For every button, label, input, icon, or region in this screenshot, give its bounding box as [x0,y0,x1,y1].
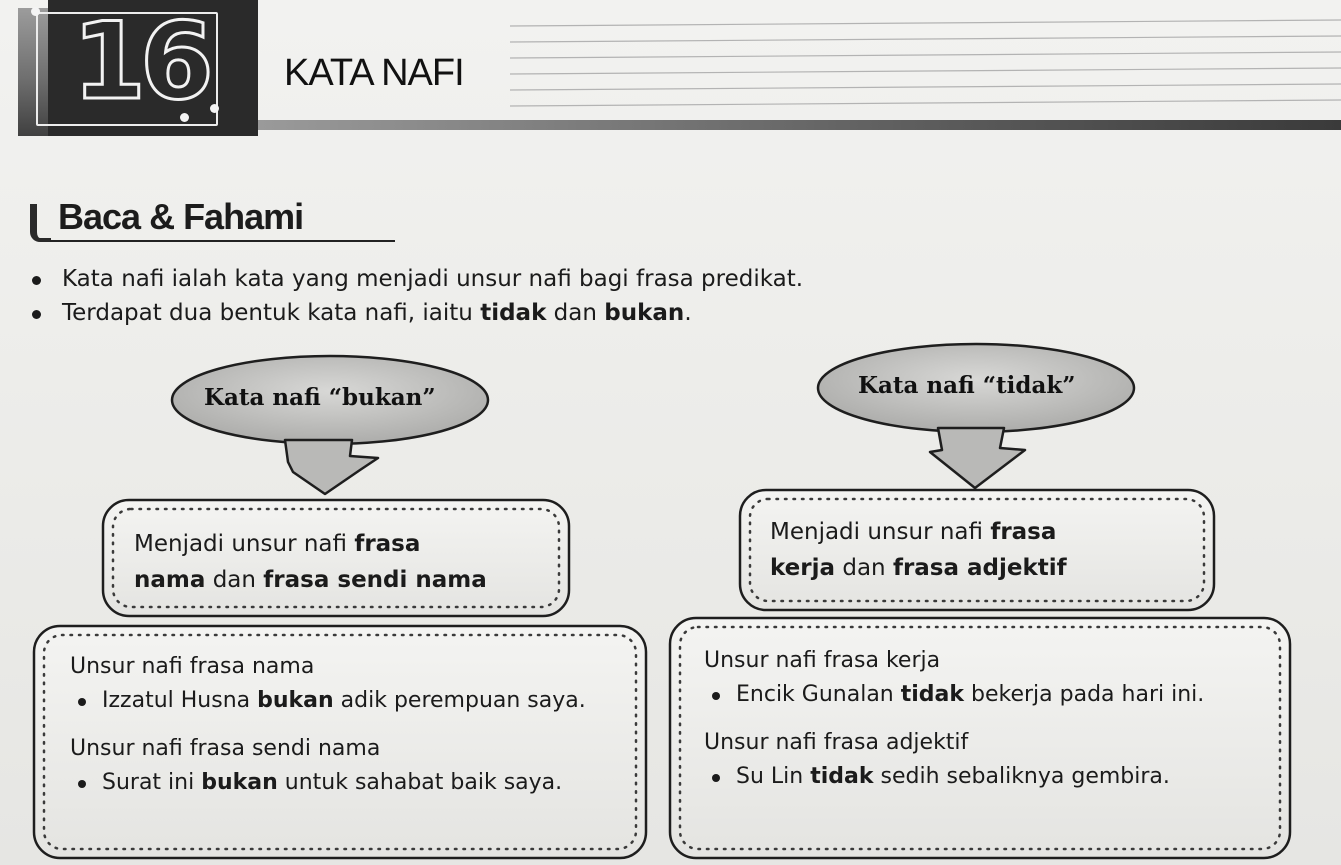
example-heading: Unsur nafi frasa kerja [704,648,941,673]
example-text: bekerja pada hari ini. [964,682,1205,707]
example-keyword: bukan [257,688,334,713]
definition-keyword: frasa [354,531,421,557]
example-keyword: tidak [900,682,965,707]
example-text: untuk sahabat baik saya. [277,770,563,795]
definition-text: dan [205,567,264,593]
definition-text: Menjadi unsur nafi [770,519,991,545]
example-keyword: tidak [810,764,874,789]
chapter-number: 16 [72,0,208,123]
intro-line-2-text: dan [546,300,605,326]
definition-keyword: frasa sendi nama [263,567,487,593]
tidak-bubble-label: Kata nafi “tidak” [858,372,1076,399]
example-item [704,678,1216,712]
example-heading: Unsur nafi frasa nama [70,654,315,679]
chapter-title: KATA NAFI [284,52,464,94]
intro-keyword-tidak: tidak [480,300,547,326]
example-text: Surat ini [102,770,202,795]
example-text: Izzatul Husna [102,688,258,713]
intro-keyword-bukan: bukan [604,300,685,326]
tidak-bubble [818,344,1134,488]
intro-line-2-text: . [684,300,692,326]
intro-line-1: Kata nafi ialah kata yang menjadi unsur nafi bagi frasa predikat. [62,266,804,292]
definition-keyword: kerja [770,555,836,581]
example-heading: Unsur nafi frasa sendi nama [70,736,381,761]
example-item [704,760,1274,794]
example-text: Su Lin [736,764,811,789]
down-arrow-icon [930,428,1025,488]
tidak-definition-text [770,514,1200,586]
example-text: Encik Gunalan [736,682,901,707]
example-item [70,766,620,800]
example-item [70,684,622,718]
bukan-bubble [172,356,488,494]
definition-text: Menjadi unsur nafi [134,531,355,557]
intro-line-2-text: Terdapat dua bentuk kata nafi, iaitu [62,300,481,326]
example-text: adik perempuan saya. [333,688,586,713]
definition-keyword: frasa adjektif [892,555,1067,581]
example-text: sedih sebaliknya gembira. [873,764,1170,789]
tidak-examples [704,644,1274,794]
section-title: Baca & Fahami [58,196,304,237]
example-keyword: bukan [201,770,278,795]
definition-keyword: frasa [990,519,1057,545]
bukan-bubble-label: Kata nafi “bukan” [204,384,436,411]
bukan-examples [70,650,620,800]
down-arrow-icon [285,440,378,494]
bukan-definition-text [134,526,554,598]
definition-keyword: nama [134,567,206,593]
definition-text: dan [835,555,893,581]
example-heading: Unsur nafi frasa adjektif [704,730,969,755]
